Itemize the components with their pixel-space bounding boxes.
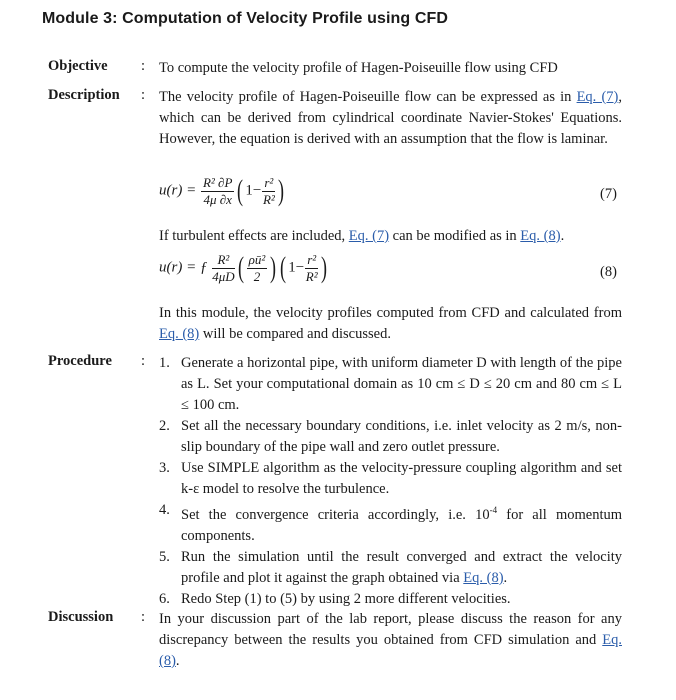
list-item: 6. Redo Step (1) to (5) by using 2 more different velocities.: [159, 590, 511, 607]
eq8-link[interactable]: Eq. (8): [159, 326, 200, 342]
eq7-fraction-2: $\frac{\text{r²}}{\text{R²}}$: [262, 174, 275, 207]
objective-text: To compute the velocity profile of Hagen-Poiseuille flow using CFD: [159, 60, 558, 76]
eq7-link[interactable]: Eq. (7): [576, 89, 619, 105]
colon: :: [141, 87, 146, 103]
list-item: 1. Generate a horizontal pipe, with uniform diameter D with length of the pipe as L. Set your computational domain as 10 cm ≤ D ≤ 20 cm and 80 cm ≤ L ≤ 100 cm.: [159, 355, 622, 413]
procedure-steps: [159, 353, 622, 610]
equation-7: u(r) = $\frac{\text{R² ∂P}}{4\mu \partial x}$ ( 1− $\frac{\text{r²}}{\text{R²}}$ ): [159, 174, 285, 207]
eq7-link[interactable]: Eq. (7): [348, 228, 390, 244]
list-item: 5. Run the simulation until the result converged and extract the velocity profile and plot it against the graph obtained via Eq. (8).: [159, 548, 622, 586]
eq8-fraction-3: $\frac{\text{r²}}{\text{R²}}$: [305, 251, 318, 284]
eq8-fraction-1: $\frac{\text{R²}}{4\mu D}$: [212, 251, 235, 284]
eq7-fraction-1: $\frac{\text{R² ∂P}}{4\mu \partial x}$: [202, 174, 233, 207]
eq8-link[interactable]: Eq. (8): [159, 632, 622, 669]
eq8-link[interactable]: Eq. (8): [520, 228, 561, 244]
eq8-fraction-2: $\frac{\text{ρū²}}{2}$: [248, 251, 266, 284]
page-title: Module 3: Computation of Velocity Profile using CFD: [42, 10, 448, 27]
discussion-label: Discussion: [48, 609, 114, 625]
discussion-text: In your discussion part of the lab report, please discuss the reason for any discrepancy between the results you obtained from CFD simulation and Eq. (8).: [159, 611, 622, 669]
list-item: 2. Set all the necessary boundary conditions, i.e. inlet velocity as 2 m/s, non-slip boundary of the pipe wall and zero outlet pressure.: [159, 418, 622, 455]
eq8-link[interactable]: Eq. (8): [463, 569, 504, 586]
equation-8: u(r) = ƒ $\frac{\text{R²}}{4\mu D}$ ( $\frac{\text{ρū²}}{2}$ ) ( 1− $\frac{\text{r²}}{\text{R²}}$ ): [159, 251, 328, 284]
colon: :: [141, 58, 146, 74]
objective-label: Objective: [48, 58, 108, 74]
description-label: Description: [48, 87, 120, 103]
description-paragraph-1: The velocity profile of Hagen-Poiseuille flow can be expressed as in Eq. (7), which can be derived from cylindrical coordinate Navier-Stokes' Equations. However, the equation is derived with an assumption that the flow is laminar.: [159, 89, 623, 147]
equation-7-number: (7): [600, 186, 617, 202]
list-item: 4. Set the convergence criteria accordingly, i.e. $10^{-4}$ for all momentum components.: [159, 502, 622, 544]
description-paragraph-2: If turbulent effects are included, Eq. (7) can be modified as in Eq. (8).: [159, 228, 565, 244]
colon: :: [141, 609, 146, 625]
equation-8-number: (8): [600, 264, 617, 280]
list-item: 3. Use SIMPLE algorithm as the velocity-pressure coupling algorithm and set k-ε model to resolve the turbulence.: [159, 460, 622, 497]
description-paragraph-3: In this module, the velocity profiles computed from CFD and calculated from Eq. (8) will be compared and discussed.: [159, 305, 622, 342]
procedure-label: Procedure: [48, 353, 112, 369]
colon: :: [141, 353, 146, 369]
